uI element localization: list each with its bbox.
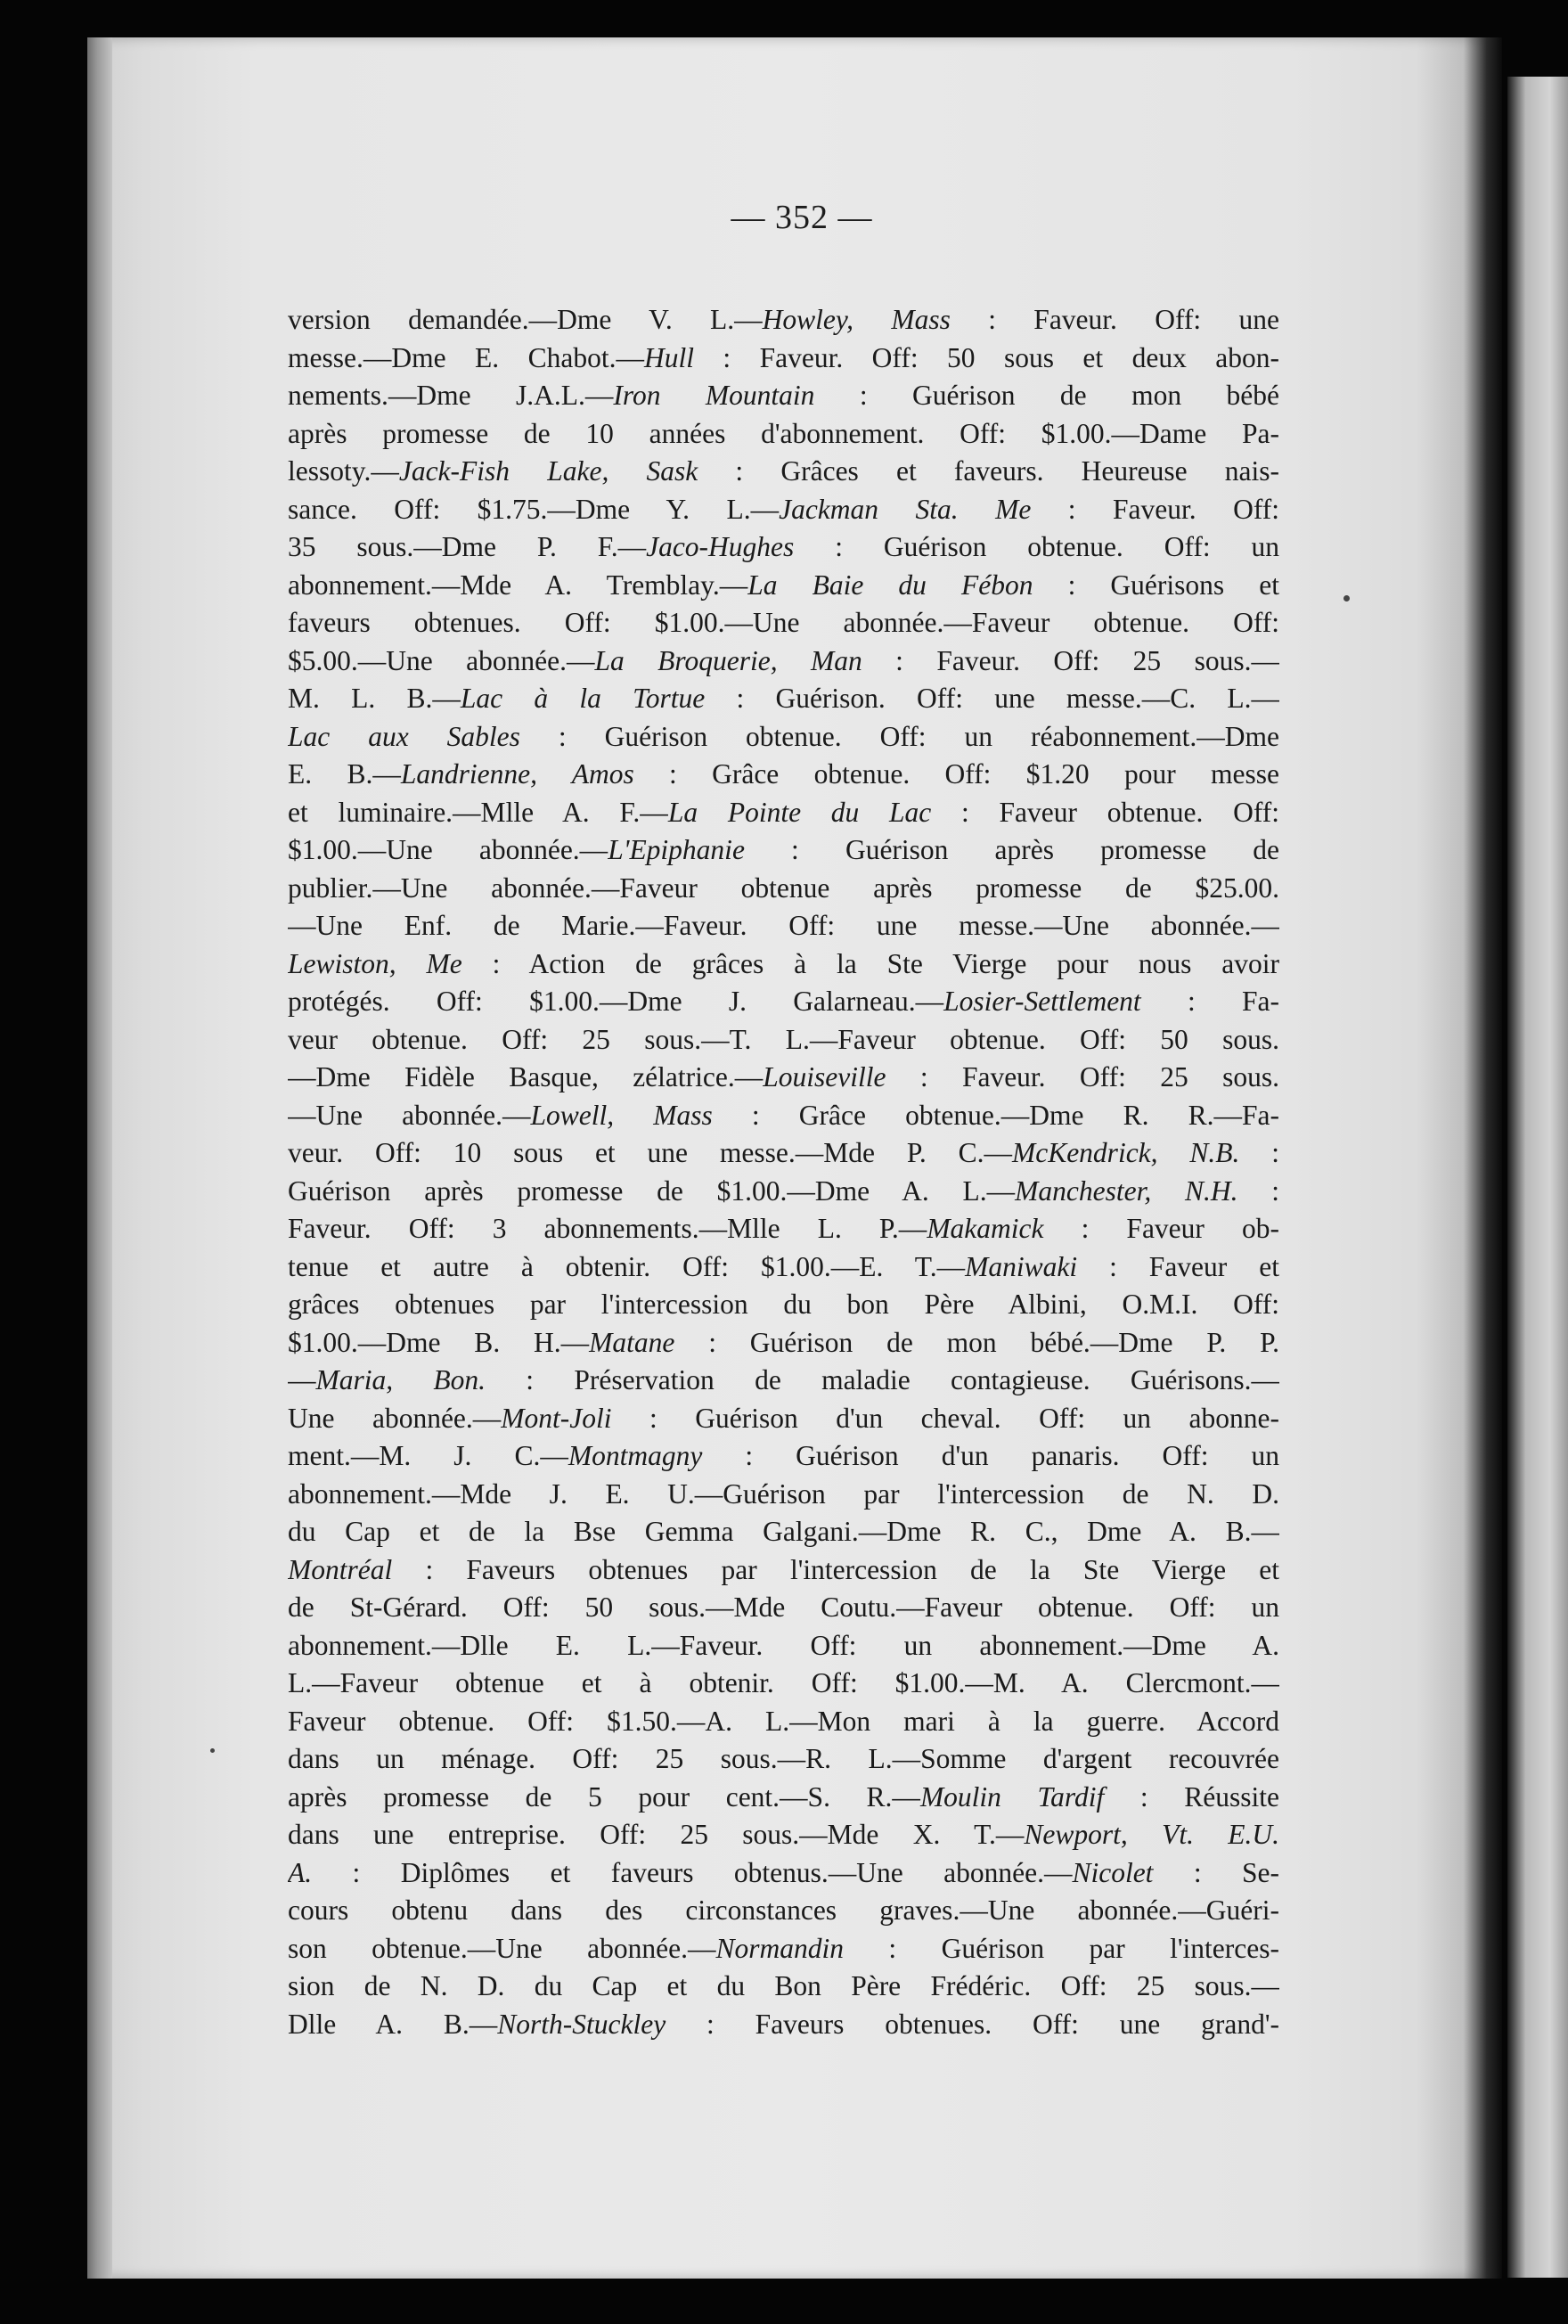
text-line bbox=[288, 1286, 1279, 1324]
text-run: cours obtenu dans des circonstances graves.—Une abonnée.—Guéri- bbox=[288, 1894, 1279, 1926]
text-run: 35 sous.—Dme P. F.— bbox=[288, 531, 647, 562]
text-line bbox=[288, 1248, 1279, 1287]
text-line bbox=[288, 415, 1279, 454]
text-run: —Dme Fidèle Basque, zélatrice.— bbox=[288, 1061, 764, 1092]
place-name: Maniwaki bbox=[965, 1250, 1078, 1282]
text-run: publier.—Une abonnée.—Faveur obtenue après promesse de $25.00. bbox=[288, 872, 1279, 904]
place-name: Makamick bbox=[927, 1213, 1044, 1244]
text-run: : Guérison de mon bébé.—Dme P. P. bbox=[674, 1326, 1279, 1358]
text-run: : Guérison. Off: une messe.—C. L.— bbox=[705, 683, 1279, 714]
text-line bbox=[288, 1854, 1279, 1893]
text-line bbox=[288, 1627, 1279, 1665]
text-run: Faveur obtenue. Off: $1.50.—A. L.—Mon mari à la guerre. Accord bbox=[288, 1705, 1279, 1737]
text-run: dans une entreprise. Off: 25 sous.—Mde X. T.— bbox=[288, 1819, 1025, 1850]
place-name: Landrienne, Amos bbox=[400, 758, 634, 790]
text-line bbox=[288, 1097, 1279, 1135]
place-name: Howley, Mass bbox=[762, 304, 951, 335]
place-name: A. bbox=[288, 1856, 313, 1888]
place-name: McKendrick, N.B. bbox=[1011, 1137, 1240, 1168]
place-name: Mont-Joli bbox=[501, 1402, 612, 1434]
text-run: version demandée.—Dme V. L.— bbox=[288, 304, 763, 335]
text-run: protégés. Off: $1.00.—Dme J. Galarneau.— bbox=[288, 986, 944, 1017]
page-binding-edge bbox=[87, 37, 112, 2279]
text-run: après promesse de 10 années d'abonnement. Off: $1.00.—Dame Pa- bbox=[288, 417, 1279, 449]
text-line bbox=[288, 604, 1279, 642]
text-run: : Grâces et faveurs. Heureuse nais- bbox=[698, 455, 1279, 487]
text-line bbox=[288, 2006, 1279, 2044]
text-line bbox=[288, 1362, 1279, 1400]
text-line bbox=[288, 528, 1279, 567]
place-name: L'Epiphanie bbox=[608, 834, 745, 865]
text-run: : Guérisons et bbox=[1033, 569, 1279, 601]
text-run: Faveur. Off: 3 abonnements.—Mlle L. P.— bbox=[288, 1213, 927, 1244]
place-name: Moulin Tardif bbox=[919, 1780, 1105, 1813]
text-line bbox=[288, 1703, 1279, 1741]
text-line bbox=[288, 756, 1279, 794]
text-line bbox=[288, 1930, 1279, 1968]
text-run: : Grâce obtenue. Off: $1.20 pour messe bbox=[633, 758, 1279, 790]
text-line bbox=[288, 1513, 1279, 1551]
text-line bbox=[288, 567, 1279, 605]
text-line bbox=[288, 642, 1279, 681]
place-name: La Pointe du Lac bbox=[667, 796, 932, 828]
text-run: : Faveur. Off: 25 sous.— bbox=[862, 644, 1279, 676]
text-run: : Action de grâces à la Ste Vierge pour nous avoir bbox=[461, 947, 1279, 979]
text-run: du Cap et de la Bse Gemma Galgani.—Dme R. C., Dme A. B.— bbox=[288, 1516, 1279, 1547]
text-run: : Faveur. Off: 25 sous. bbox=[886, 1061, 1279, 1092]
text-line bbox=[288, 453, 1279, 491]
page-number: — 352 — bbox=[731, 199, 873, 236]
text-line bbox=[288, 945, 1279, 984]
text-run: : Guérison d'un cheval. Off: un abonne- bbox=[611, 1402, 1279, 1434]
text-line bbox=[288, 1173, 1279, 1211]
text-run: : Faveur. Off: une bbox=[950, 304, 1279, 335]
text-run: : Guérison après promesse de bbox=[744, 834, 1279, 865]
text-run: Guérison après promesse de $1.00.—Dme A. L.— bbox=[288, 1174, 1016, 1207]
text-line bbox=[288, 1779, 1279, 1817]
place-name: Hull bbox=[643, 341, 694, 373]
place-name: North-Stuckley bbox=[497, 2008, 666, 2040]
text-run: : Fa- bbox=[1140, 986, 1279, 1017]
text-run: Dlle A. B.— bbox=[288, 2008, 498, 2040]
text-run: : bbox=[1239, 1137, 1279, 1168]
text-run: : Faveur. Off: 50 sous et deux abon- bbox=[693, 341, 1279, 373]
text-run: —Une Enf. de Marie.—Faveur. Off: une messe.—Une abonnée.— bbox=[288, 910, 1279, 941]
text-run: sance. Off: $1.75.—Dme Y. L.— bbox=[288, 493, 780, 525]
place-name: Manchester, N.H. bbox=[1015, 1174, 1238, 1207]
text-line bbox=[288, 1892, 1279, 1930]
text-line bbox=[288, 1551, 1279, 1590]
text-run: : Guérison d'un panaris. Off: un bbox=[702, 1440, 1279, 1471]
text-run: messe.—Dme E. Chabot.— bbox=[288, 341, 644, 373]
place-name: Newport, Vt. E.U. bbox=[1024, 1819, 1279, 1850]
text-run: : Guérison obtenue. Off: un réabonnement.—Dme bbox=[519, 720, 1279, 752]
text-run: : Préservation de maladie contagieuse. Guérisons.— bbox=[486, 1364, 1279, 1395]
text-line bbox=[288, 1324, 1279, 1362]
text-run: veur obtenue. Off: 25 sous.—T. L.—Faveur obtenue. Off: 50 sous. bbox=[288, 1023, 1279, 1055]
text-run: E. B.— bbox=[288, 758, 401, 790]
text-run: son obtenue.—Une abonnée.— bbox=[288, 1932, 716, 1964]
text-line bbox=[288, 794, 1279, 832]
text-run: : Faveur ob- bbox=[1043, 1213, 1279, 1244]
text-line bbox=[288, 680, 1279, 718]
place-name: Matane bbox=[589, 1326, 675, 1358]
gutter-shadow bbox=[1417, 37, 1502, 2279]
text-line bbox=[288, 301, 1279, 340]
text-run: : Faveur obtenue. Off: bbox=[931, 796, 1279, 828]
text-run: de St-Gérard. Off: 50 sous.—Mde Coutu.—Faveur obtenue. Off: un bbox=[288, 1592, 1279, 1623]
place-name: Montmagny bbox=[568, 1440, 703, 1471]
text-line bbox=[288, 1059, 1279, 1097]
text-run: lessoty.— bbox=[288, 455, 399, 487]
text-run: : Se- bbox=[1153, 1856, 1279, 1888]
text-line bbox=[288, 1816, 1279, 1854]
place-name: Losier-Settlement bbox=[943, 986, 1141, 1017]
text-line bbox=[288, 983, 1279, 1021]
text-run: M. L. B.— bbox=[288, 683, 461, 714]
text-run: et luminaire.—Mlle A. F.— bbox=[288, 796, 668, 828]
text-line bbox=[288, 1665, 1279, 1703]
text-run: $5.00.—Une abonnée.— bbox=[288, 644, 595, 676]
place-name: Maria, Bon. bbox=[315, 1364, 486, 1395]
text-run: : Grâce obtenue.—Dme R. R.—Fa- bbox=[712, 1099, 1279, 1131]
text-run: faveurs obtenues. Off: $1.00.—Une abonnée.—Faveur obtenue. Off: bbox=[288, 607, 1279, 638]
place-name: La Baie du Fébon bbox=[747, 569, 1033, 601]
text-run: L.—Faveur obtenue et à obtenir. Off: $1.00.—M. A. Clercmont.— bbox=[288, 1667, 1279, 1698]
text-line bbox=[288, 1210, 1279, 1248]
text-run: : Faveurs obtenues par l'intercession de la Ste Vierge et bbox=[392, 1553, 1279, 1585]
text-run: : Faveurs obtenues. Off: une grand'- bbox=[666, 2008, 1279, 2040]
text-run: : Réussite bbox=[1104, 1780, 1279, 1813]
place-name: Nicolet bbox=[1072, 1856, 1154, 1888]
text-run: $1.00.—Une abonnée.— bbox=[288, 834, 608, 865]
body-text bbox=[288, 301, 1279, 2043]
text-run: : Faveur. Off: bbox=[1031, 493, 1279, 525]
place-name: Louiseville bbox=[763, 1061, 886, 1092]
print-speck bbox=[210, 1748, 215, 1753]
text-run: : Guérison par l'interces- bbox=[844, 1932, 1279, 1964]
text-run: abonnement.—Dlle E. L.—Faveur. Off: un abonnement.—Dme A. bbox=[288, 1629, 1279, 1661]
place-name: Montréal bbox=[288, 1553, 393, 1585]
text-run: Une abonnée.— bbox=[288, 1402, 502, 1434]
text-line bbox=[288, 1134, 1279, 1173]
place-name: Jaco-Hughes bbox=[646, 531, 795, 562]
text-line bbox=[288, 870, 1279, 908]
place-name: Jack-Fish Lake, Sask bbox=[398, 455, 698, 487]
text-run: : bbox=[1237, 1174, 1279, 1207]
text-line bbox=[288, 718, 1279, 757]
text-run: grâces obtenues par l'intercession du bon Père Albini, O.M.I. Off: bbox=[288, 1289, 1279, 1320]
text-line bbox=[288, 491, 1279, 529]
text-run: veur. Off: 10 sous et une messe.—Mde P. C.— bbox=[288, 1137, 1012, 1168]
text-line bbox=[288, 1968, 1279, 2006]
text-line bbox=[288, 1476, 1279, 1514]
text-line bbox=[288, 1437, 1279, 1476]
text-run: sion de N. D. du Cap et du Bon Père Frédéric. Off: 25 sous.— bbox=[288, 1970, 1279, 2001]
text-run: : Diplômes et faveurs obtenus.—Une abonnée.— bbox=[312, 1856, 1073, 1888]
text-run: tenue et autre à obtenir. Off: $1.00.—E. T.— bbox=[288, 1250, 966, 1282]
text-line bbox=[288, 1400, 1279, 1438]
text-run: abonnement.—Mde A. Tremblay.— bbox=[288, 569, 748, 601]
text-line bbox=[288, 831, 1279, 870]
text-line bbox=[288, 1740, 1279, 1779]
text-run: : Faveur et bbox=[1077, 1250, 1279, 1282]
facing-page-edge bbox=[1507, 77, 1568, 2278]
place-name: Lowell, Mass bbox=[530, 1099, 713, 1131]
text-run: dans un ménage. Off: 25 sous.—R. L.—Somme d'argent recouvrée bbox=[288, 1743, 1279, 1774]
text-line bbox=[288, 340, 1279, 378]
text-line bbox=[288, 907, 1279, 945]
place-name: Lewiston, Me bbox=[288, 947, 462, 979]
text-line bbox=[288, 1021, 1279, 1060]
text-line bbox=[288, 377, 1279, 415]
place-name: La Broquerie, Man bbox=[594, 644, 862, 676]
place-name: Normandin bbox=[715, 1932, 845, 1964]
text-run: $1.00.—Dme B. H.— bbox=[288, 1326, 590, 1358]
place-name: Lac aux Sables bbox=[288, 720, 520, 752]
text-run: —Une abonnée.— bbox=[288, 1099, 531, 1131]
place-name: Jackman Sta. Me bbox=[779, 493, 1032, 525]
place-name: Lac à la Tortue bbox=[460, 683, 706, 714]
text-run: nements.—Dme J.A.L.— bbox=[288, 380, 614, 411]
text-run: : Guérison obtenue. Off: un bbox=[794, 531, 1279, 562]
place-name: Iron Mountain bbox=[613, 380, 815, 411]
print-speck bbox=[1343, 595, 1350, 601]
text-run: après promesse de 5 pour cent.—S. R.— bbox=[288, 1780, 920, 1813]
text-run: abonnement.—Mde J. E. U.—Guérison par l'intercession de N. D. bbox=[288, 1477, 1279, 1510]
text-run: — bbox=[288, 1364, 316, 1395]
text-line bbox=[288, 1589, 1279, 1627]
text-run: ment.—M. J. C.— bbox=[288, 1440, 568, 1471]
text-run: : Guérison de mon bébé bbox=[814, 380, 1279, 411]
